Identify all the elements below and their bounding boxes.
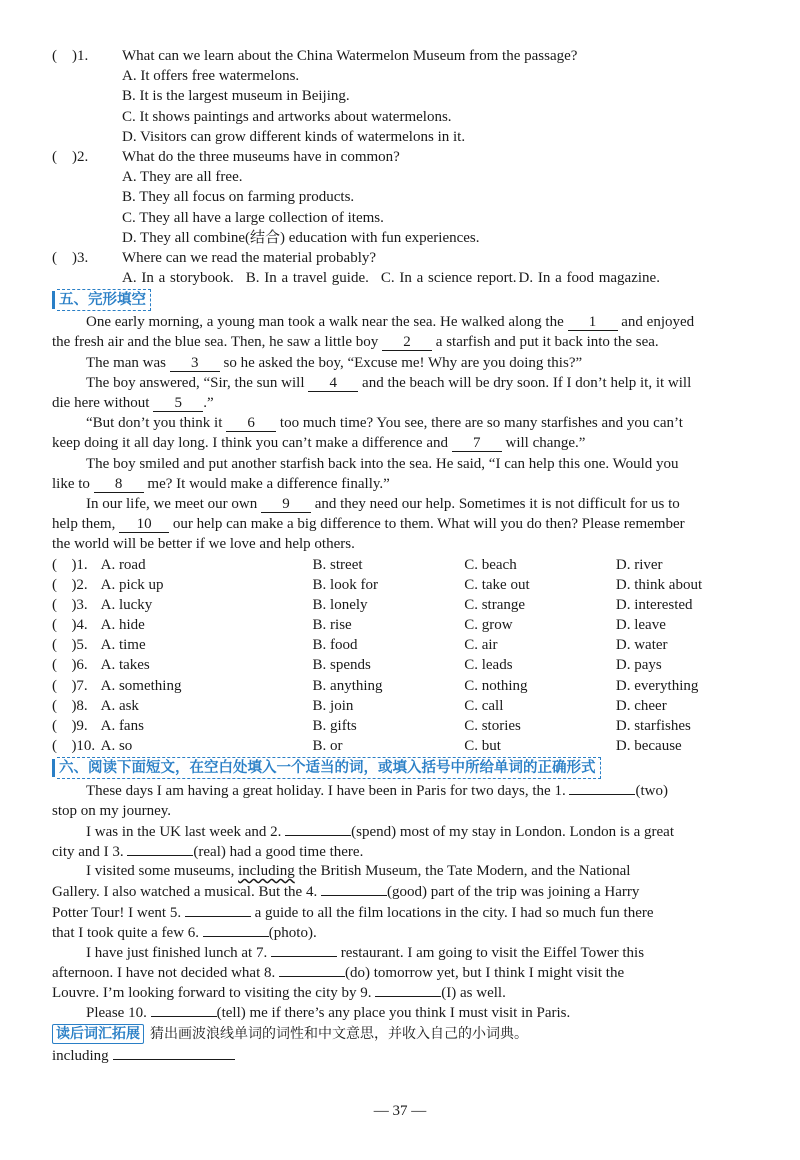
choice-row: ( )4. A. hide B. rise C. grow D. leave [52,617,666,634]
wavy-underlined-word: including [238,863,295,880]
option: B. It is the largest museum in Beijing. [122,88,350,105]
page-number: — 37 — [373,1103,427,1119]
option: D. They all combine(结合) education with fun experiences. [122,229,480,246]
vocab-entry: including [52,1045,752,1065]
fill-blank[interactable] [271,942,337,957]
option: D. In a food magazine. [518,270,660,287]
blank: 4 [308,375,358,392]
choice-row: ( )9. A. fans B. gifts C. stories D. starfishes [52,718,691,734]
fill-blank[interactable] [185,902,251,917]
option: D. Visitors can grow different kinds of watermelons in it. [122,128,466,145]
vocab-instruction: 猜出画波浪线单词的词性和中文意思，并收入自己的小词典。 [150,1025,528,1042]
fill-blank[interactable] [279,962,345,977]
fill-blank[interactable] [203,922,269,937]
option: C. They all have a large collection of items. [122,209,384,226]
question-stem: Where can we read the material probably? [122,249,377,266]
section-heading-cloze: 五、完形填空 [52,289,752,311]
option: B. In a travel guide. [245,270,369,287]
blank: 7 [452,435,502,452]
question-stem: What can we learn about the China Watermelon Museum from the passage? [122,48,578,64]
fill-blank[interactable] [569,780,635,795]
reading-question-2: ( )2. What do the three museums have in common? A. They are all free. B. They all focus on farming products. C. They all have a large collection of items. D. They all combine(结合) education with fun experiences. [52,147,752,248]
blank: 10 [119,516,169,533]
option: C. It shows paintings and artworks about watermelons. [122,108,452,125]
question-stem: What do the three museums have in common? [122,148,400,165]
grammar-passage: These days I am having a great holiday. I have been in Paris for two days, the 1. (two) stop on my journey. I was in the UK last week and 2. (spend) most of my stay in London. London is a great city and I 3. (real) had a good time there. I visited some museums, including the British Museum, the Tate Modern, and the National Gallery. I also watched a musical. But the 4. (good) part of the trip was joining a Harry Potter Tour! I went 5. a guide to all the film locations in the city. I had so much fun there that I took quite a few 6. (photo). I have just finished lunch at 7. restaurant. I am going to visit the Eiffel Tower this afternoon. I have not decided what 8. (do) tomorrow yet, but I think I might visit the Louvre. I’m looking forward to visiting the city by 9. (I) as well. Please 10. (tell) me if there’s any place you think I must visit in Paris. [52,780,752,1022]
cloze-passage: One early morning, a young man took a walk near the sea. He walked along the 1 and enjoyed the fresh air and the blue sea. Then, he saw a little boy 2 a starfish and put it back into the sea. The man was 3 so he asked the boy, “Excuse me! Why are you doing this?” The boy answered, “Sir, the sun will 4 and the beach will be dry soon. If I don’t help it, it will die here without 5 .” “But don’t you think it 6 too much time? You see, there are so many starfishes and you can’t keep doing it all day long. I think you can’t make a difference and 7 will change.” The boy smiled and put another starfish back into the sea. He said, “I can help this one. Would you like to 8 me? It would make a difference finally.” In our life, we meet our own 9 and they need our help. Sometimes it is not difficult for us to help them, 10 our help can make a big difference to them. What will you do then? Please remember the world will be better if we love and help others. [52,314,695,553]
options-row [52,268,752,288]
section-heading-grammar: 六、阅读下面短文，在空白处填入一个适当的词，或填入括号中所给单词的正确形式 [52,757,752,779]
heading-bar [52,759,55,777]
option: A. They are all free. [122,169,243,186]
reading-question-1: ( )1. What can we learn about the China Watermelon Museum from the passage? A. It offers free watermelons. B. It is the largest museum in Beijing. C. It shows paintings and artworks about watermelons. D. Visitors can grow different kinds of watermelons in it. [52,46,752,147]
blank: 3 [170,355,220,372]
choice-row: ( )1. A. road B. street C. beach D. river [52,556,663,573]
vocab-tag: 读后词汇拓展 [52,1024,144,1044]
option: A. In a storybook. [122,270,234,287]
fill-blank[interactable] [321,881,387,896]
choice-row: ( )6. A. takes B. spends C. leads D. pays [52,657,662,674]
heading-bar [52,291,55,309]
fill-blank[interactable] [375,982,441,997]
choice-row: ( )7. A. something B. anything C. nothing D. everything [52,677,699,694]
option: A. It offers free watermelons. [122,68,300,85]
option: B. They all focus on farming products. [122,189,355,206]
reading-question-3: ( )3. Where can we read the material probably? A. In a storybook. B. In a travel guide. C. In a science report. D. In a food magazine. [52,248,752,288]
choice-row: ( )5. A. time B. food C. air D. water [52,637,668,654]
cloze-choices [52,555,752,757]
choice-row: ( )8. A. ask B. join C. call D. cheer [52,697,667,714]
fill-blank[interactable] [127,841,193,856]
blank: 6 [226,415,276,432]
choice-row: ( )3. A. lucky B. lonely C. strange D. interested [52,596,693,613]
blank: 1 [568,314,618,331]
blank: 2 [382,334,432,351]
option: C. In a science report. [380,270,517,287]
choice-row: ( )10. A. so B. or C. but D. because [52,738,682,755]
blank: 8 [94,476,144,493]
fill-blank[interactable] [151,1002,217,1017]
vocab-extension [52,1023,752,1045]
blank: 9 [261,496,311,513]
choice-row: ( )2. A. pick up B. look for C. take out D. think about [52,576,703,593]
answer-line[interactable] [113,1045,235,1060]
blank: 5 [153,395,203,412]
worksheet-page [52,46,752,1065]
fill-blank[interactable] [285,821,351,836]
